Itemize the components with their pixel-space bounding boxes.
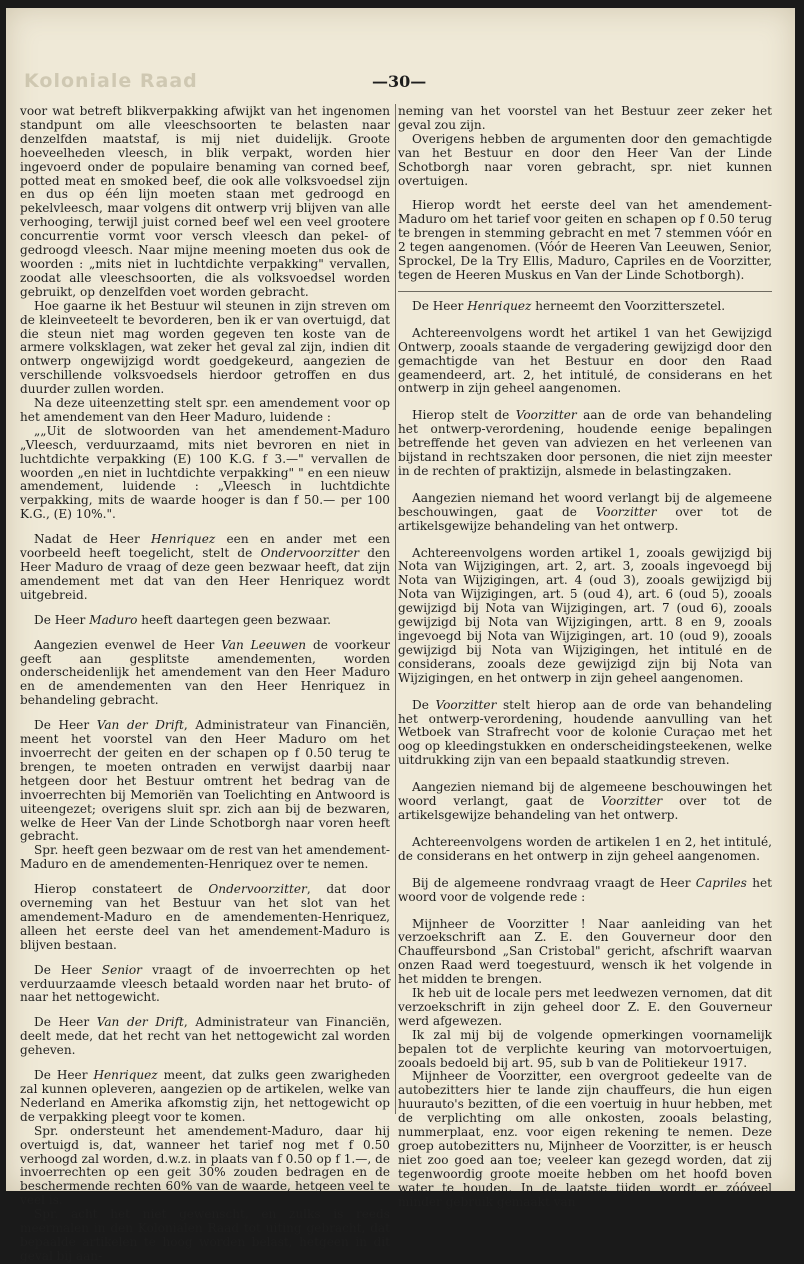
paragraph: Spr. ondersteunt het amendement-Maduro, daar hij overtuigd is, dat, wanneer het tarief nog met f 0.50 verhoogd zal worden, d.w.z. in plaats van f 0.50 op f 1.—, de invoerrechten op een geit 30% zouden bedragen en de beschermende rechten 60% van de waarde, hetgeen veel te veel is. [20,1123,390,1208]
paragraph: Hierop constateert de Ondervoorzitter, dat door overneming van het Bestuur van het slot van het amendement-Maduro en de amendementen-Henriquez, alleen het eerste deel van het amendement-Maduro is blijven bestaan. [20,882,390,952]
section-divider [398,291,772,292]
paragraph: Achtereenvolgens wordt het artikel 1 van het Gewijzigd Ontwerp, zooals staande de vergadering gewijzigd door den gemachtigde van het Bestuur en door den Raad geamendeerd, art. 2, het intitulé, de considerans en het ontwerp in zijn geheel aangenomen. [398,325,772,396]
paragraph: Mijnheer de Voorzitter ! Naar aanleiding van het verzoekschrift aan Z. E. den Gouverneur door den Chauffeursbond „San Cristobal" gericht, afschrift waarvan onzen Raad werd toegestuurd, wensch ik het volgende in het midden te brengen. [398,916,772,987]
paragraph: Nadat de Heer Henriquez een en ander met een voorbeeld heeft toegelicht, stelt de Ondervoorzitter den Heer Maduro de vraag of deze geen bezwaar heeft, dat zijn amendement met dat van den Heer Henriquez wordt uitgebreid. [20,532,390,602]
paragraph: Ik zal mij bij de volgende opmerkingen voornamelijk bepalen tot de verplichte keuring van motorvoertuigen, zooals bedoeld bij art. 95, sub b van de Politiekeur 1917. [398,1027,772,1070]
paragraph: Ik heb uit de locale pers met leedwezen vernomen, dat dit verzoekschrift in zijn geheel door Z. E. den Gouverneur werd afgewezen. [398,986,772,1028]
paragraph: Achtereenvolgens worden de artikelen 1 en 2, het intitulé, de considerans en het ontwerp in zijn geheel aangenomen. [398,834,772,863]
paragraph: Hierop stelt de Voorzitter aan de orde van behandeling het ontwerp-verordening, houdende eenige bepalingen betreffende het geven van adviezen en het verleenen van bijstand in rechtszaken door personen, die niet zijn meester in de rechten of praktizijn, alsmede in belastingzaken. [398,408,772,478]
paragraph: De Heer Van der Drift, Administrateur van Financiën, deelt mede, dat het recht van het nettogewicht zal worden geheven. [20,1015,391,1058]
paragraph: Mijnheer de Voorzitter, een overgroot gedeelte van de autobezitters hier te lande zijn chauffeurs, die hun eigen huurauto's bezitten, of die een voertuig in huur hebben, met de verplichting om alle onkosten, zooals belasting, nummerplaat, enz. voor eigen rekening te nemen. Deze groep autobezitters nu, Mijnheer de Voorzitter, is er heusch niet zoo goed aan toe; veeleer kan gezegd worden, dat zij tegenwoordig groote moeite hebben om het hoofd boven water te houden. In de laatste tijden wordt er zóóveel minder gebruik gemaakt van [398,1069,772,1209]
document-page [6,8,795,1263]
paragraph: Na deze uiteenzetting stelt spr. een amendement voor op het amendement van den Heer Maduro, luidende : [20,396,390,424]
paragraph: De Heer Maduro heeft daartegen geen bezwaar. [34,612,332,627]
left-column [20,105,390,1264]
paragraph: De Heer Henriquez meent, dat zulks geen zwarigheden zal kunnen opleveren, aangezien op de artikelen, welke van Nederland en Amerika afkomstig zijn, het nettogewicht op de verpakking pleegt voor te komen. [20,1068,390,1124]
paragraph: De Heer Henriquez herneemt den Voorzitterszetel. [412,298,726,313]
right-column [398,105,772,1210]
paragraph: Overigens hebben de argumenten door den gemachtigde van het Bestuur en door den Heer Van der Linde Schotborgh naar voren gebracht, spr. niet kunnen overtuigen. [398,131,772,188]
paragraph: Hoe gaarne ik het Bestuur wil steunen in zijn streven om de kleinveeteelt te bevorderen, ben ik er van overtuigd, dat die steun niet mag worden gegeven ten koste van de armere volksklagen, wat zeker het geval zal zijn, indien dit ontwerp ongewijzigd wordt goedgekeurd, aangezien de verschillende volksvoedsels hierdoor getroffen en dus duurder zullen worden. [20,298,390,397]
page-number: —30— [372,72,427,91]
paragraph: Achtereenvolgens worden artikel 1, zooals gewijzigd bij Nota van Wijzigingen, art. 2, art. 3, zooals ingevoegd bij Nota van Wijzigingen, art. 4 (oud 3), zooals gewijzigd bij Nota van Wijzigingen, art. 5 (oud 4), art. 6 (oud 5), zooals gewijzigd bij Nota van Wijzigingen, art. 7 (oud 6), zooals gewijzigd bij Nota van Wijzigingen, artt. 8 en 9, zooals ingevoegd bij Nota van Wijzigingen, art. 10 (oud 9), zooals gewijzigd bij Nota van Wijzigingen, het intitulé en de considerans, zooals deze gewijzigd zijn bij Nota van Wijzigingen, en het ontwerp in zijn geheel aangenomen. [398,545,772,685]
paragraph: voor wat betreft blikverpakking afwijkt van het ingenomen standpunt om alle vleeschsoorten te belasten naar denzelfden maatstaf, is mij niet duidelijk. Groote hoeveelheden vleesch, in blik verpakt, worden hier ingevoerd onder de populaire benaming van corned beef, potted meat en smoked beef, die ook alle volksvoedsel zijn en dus op één lijn moeten staan met gedroogd en pekelvleesch, maar volgens dit ontwerp vrij blijven van alle verhooging, terwijl juist corned beef wel een veel grootere concurrentie vormt voor versch vleesch dan pekel- of gedroogd vleesch. Naar mijne meening moeten dus ook de woorden : „mits niet in luchtdichte verpakking" vervallen, zoodat alle vleeschsoorten, die als volksvoedsel worden gebruikt, op denzelfden voet worden gebracht. [20,104,390,299]
paragraph: Aangezien niemand bij de algemeene beschouwingen het woord verlangt, gaat de Voorzitter over tot de artikelsgewijze behandeling van het ontwerp. [398,780,773,822]
paragraph: neming van het voorstel van het Bestuur zeer zeker het geval zou zijn. [398,104,772,132]
amendment-quote: „„Uit de slotwoorden van het amendement-Maduro „Vleesch, verduurzaamd, mits niet bevroren en niet in luchtdichte verpakking (E) 100 K.G. f 3.—" vervallen de woorden „en niet in luchtdichte verpakking" " en een nieuw amendement, luidende : „Vleesch in luchtdichte verpakking, mits de waarde hooger is dan f 50.— per 100 K.G., (E) 10%.". [20,423,390,522]
paragraph: Aangezien niemand het woord verlangt bij de algemeene beschouwingen, gaat de Voorzitter over tot de artikelsgewijze behandeling van het ontwerp. [398,490,772,533]
paragraph: Aangezien evenwel de Heer Van Leeuwen de voorkeur geeft aan gesplitste amendementen, worden onderscheidenlijk het amendement van den Heer Maduro en de amendementen van den Heer Henriquez in behandeling gebracht. [20,637,390,708]
paragraph: Spr. acht het niet gewenscht, en zulks is reeds meermalen in den Kolonialen Raad tot uiting gebracht, dat bepaalde artikelen te hoog worden belast, hetgeen in dit geval bij aan- [20,1207,390,1263]
paragraph: Spr. heeft geen bezwaar om de rest van het amendement-Maduro en de amendementen-Henriquez over te nemen. [20,843,390,872]
paragraph: Hierop wordt het eerste deel van het amendement-Maduro om het tarief voor geiten en schapen op f 0.50 terug te brengen in stemming gebracht en met 7 stemmen vóór en 2 tegen aangenomen. (Vóór de Heeren Van Leeuwen, Senior, Sprockel, De la Try Ellis, Maduro, Capriles en de Voorzitter, tegen de Heeren Muskus en Van der Linde Schotborgh). [398,198,772,282]
watermark: Koloniale Raad [24,70,198,92]
column-divider [395,104,396,1114]
paragraph: De Voorzitter stelt hierop aan de orde van behandeling het ontwerp-verordening, houdende aanvulling van het Wetboek van Strafrecht voor de kolonie Curaçao met het oog op kleedingstukken en onderscheidingsteekenen, welke uitdrukking zijn van een bepaald staatkundig streven. [398,697,773,768]
paragraph: De Heer Van der Drift, Administrateur van Financiën, meent het voorstel van den Heer Maduro om het invoerrecht der geiten en der schapen op f 0.50 terug te brengen, te moeten ontraden en verwijst daarbij naar hetgeen door het Bestuur omtrent het bedrag van de invoerrechten bij Memoriën van Toelichting en Antwoord is uiteengezet; overigens sluit spr. zich aan bij de bezwaren, welke de Heer Van der Linde Schotborgh naar voren heeft gebracht. [20,718,391,844]
paragraph: De Heer Senior vraagt of de invoerrechten op het verduurzaamde vleesch betaald worden naar het bruto- of naar het nettogewicht. [20,962,390,1005]
paragraph: Bij de algemeene rondvraag vraagt de Heer Capriles het woord voor de volgende rede : [398,875,773,904]
